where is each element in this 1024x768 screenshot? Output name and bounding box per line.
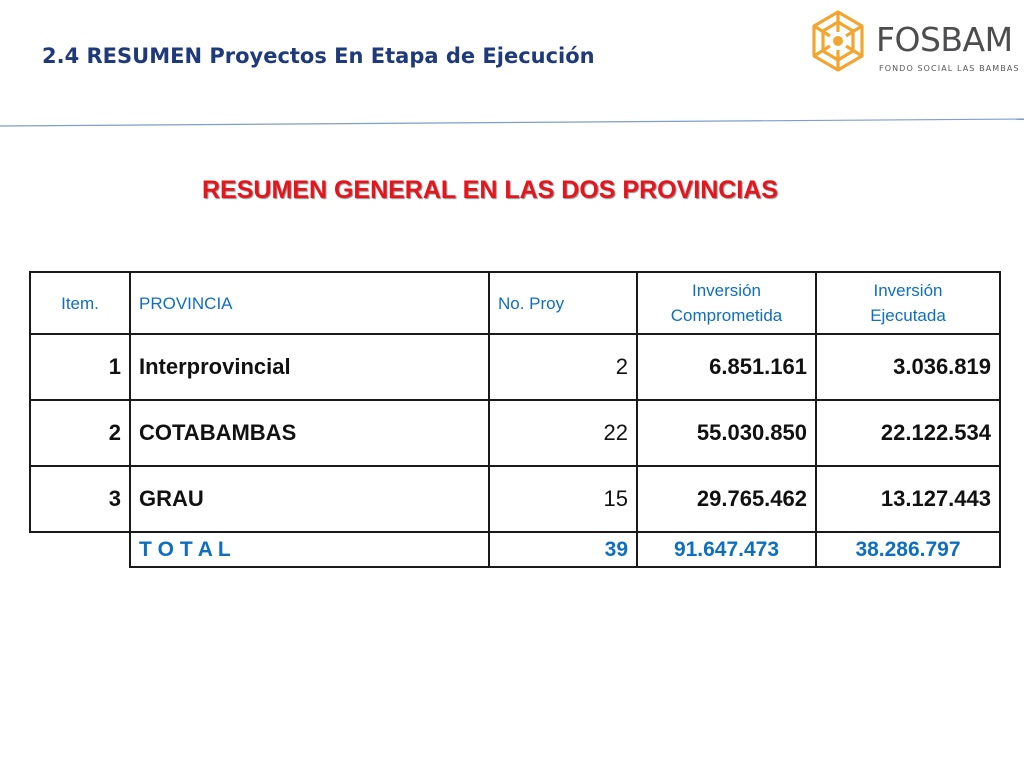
cell-item: 2 <box>30 400 130 466</box>
cell-comprometida: 29.765.462 <box>637 466 816 532</box>
total-blank-cell <box>30 532 130 567</box>
total-label: T O T A L <box>130 532 489 567</box>
total-comprometida: 91.647.473 <box>637 532 816 567</box>
total-no-proy: 39 <box>489 532 637 567</box>
cell-ejecutada: 13.127.443 <box>816 466 1000 532</box>
cell-item: 3 <box>30 466 130 532</box>
header-inversion-ejecutada-line2: Ejecutada <box>870 306 946 325</box>
header-no-proy: No. Proy <box>489 272 637 334</box>
cell-no-proy: 15 <box>489 466 637 532</box>
slide-title: 2.4 RESUMEN Proyectos En Etapa de Ejecución <box>42 44 595 68</box>
fosbam-logo <box>806 8 1020 76</box>
cell-comprometida: 6.851.161 <box>637 334 816 400</box>
header-inversion-ejecutada-line1: Inversión <box>873 281 943 300</box>
cell-ejecutada: 22.122.534 <box>816 400 1000 466</box>
summary-heading: RESUMEN GENERAL EN LAS DOS PROVINCIAS <box>201 176 778 204</box>
table-row <box>30 334 1000 400</box>
table-header-row <box>30 272 1000 334</box>
table-total-row <box>30 532 1000 567</box>
logo-tagline: FONDO SOCIAL LAS BAMBAS <box>879 64 1020 73</box>
header-provincia: PROVINCIA <box>130 272 489 334</box>
header-inversion-comprometida-line2: Comprometida <box>670 306 783 325</box>
cell-provincia: GRAU <box>130 466 489 532</box>
cell-item: 1 <box>30 334 130 400</box>
table-row <box>30 400 1000 466</box>
fosbam-star-logo-icon <box>806 8 870 76</box>
header-inversion-ejecutada <box>816 272 1000 334</box>
cell-no-proy: 2 <box>489 334 637 400</box>
title-divider <box>0 118 1024 128</box>
cell-provincia: Interprovincial <box>130 334 489 400</box>
total-ejecutada: 38.286.797 <box>816 532 1000 567</box>
cell-provincia: COTABAMBAS <box>130 400 489 466</box>
cell-comprometida: 55.030.850 <box>637 400 816 466</box>
logo-wordmark: FOSBAM <box>876 20 1013 59</box>
cell-ejecutada: 3.036.819 <box>816 334 1000 400</box>
header-inversion-comprometida-line1: Inversión <box>692 281 761 300</box>
header-item: Item. <box>30 272 130 334</box>
summary-table <box>29 271 1001 568</box>
cell-no-proy: 22 <box>489 400 637 466</box>
header-inversion-comprometida <box>637 272 816 334</box>
table-row <box>30 466 1000 532</box>
